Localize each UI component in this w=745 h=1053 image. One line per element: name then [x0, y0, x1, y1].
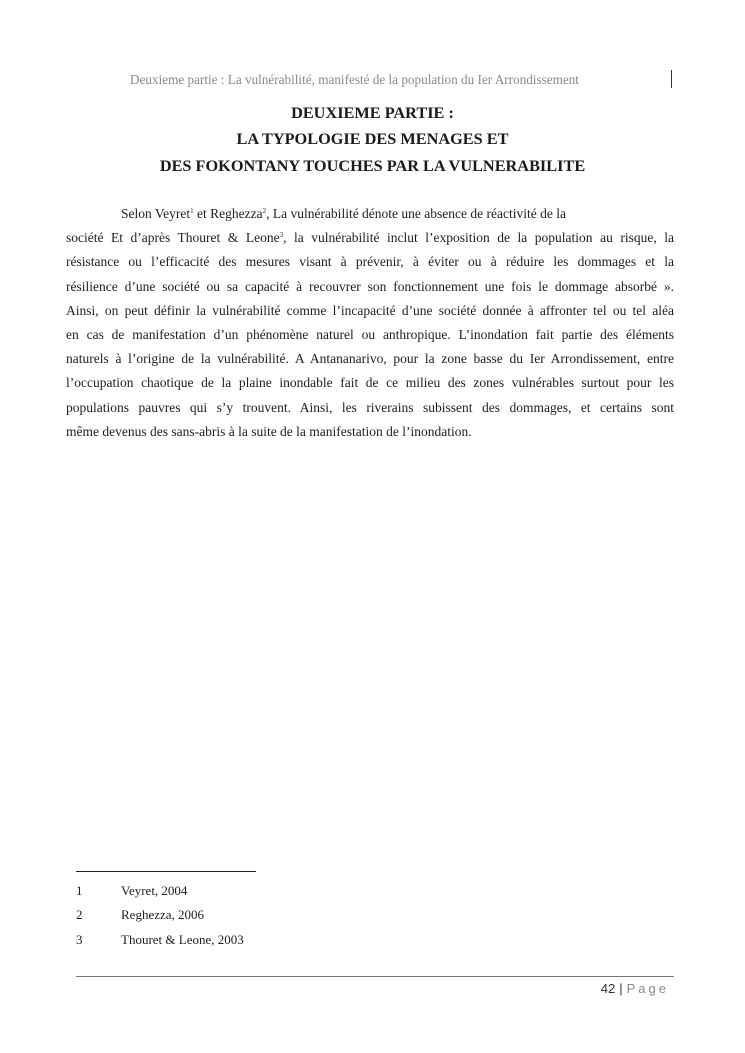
running-header: Deuxieme partie : La vulnérabilité, manifesté de la population du Ier Arrondissement	[130, 72, 579, 87]
paragraph-line: naturels à l’origine de la vulnérabilité. A Antananarivo, pour la zone basse du Ier Arrondissement, entre	[66, 351, 674, 367]
footnote-ref-1: 1	[190, 207, 194, 215]
paragraph-line: société Et d’après Thouret & Leone$^3$, la vulnérabilité inclut l’exposition de la population au risque, la	[66, 230, 674, 246]
paragraph-line: l’occupation chaotique de la plaine inondable fait de ce milieu des zones vulnérables surtout pour les	[66, 375, 674, 391]
footnote-3: 3 Thouret & Leone, 2003	[76, 932, 244, 947]
page-number: 42	[600, 981, 616, 996]
paragraph-line: populations pauvres qui s’y trouvent. Ainsi, les riverains subissent des dommages, et certains sont	[66, 399, 674, 415]
paragraph-line: Ainsi, on peut définir la vulnérabilité comme l’incapacité d’une société donnée à affronter tel ou tel aléa	[66, 302, 674, 318]
section-title-line-3: DES FOKONTANY TOUCHES PAR LA VULNERABILITE	[159, 156, 586, 175]
footnote-ref-2: 2	[262, 207, 267, 215]
section-title-line-2: LA TYPOLOGIE DES MENAGES ET	[236, 129, 509, 148]
body-paragraph	[66, 202, 674, 444]
footer-separator: |	[619, 981, 623, 996]
header-divider	[671, 70, 672, 88]
page-label: Page	[626, 981, 669, 996]
footnote-ref-3: 3	[279, 231, 284, 240]
paragraph-line: Selon Veyret$^1$ et Reghezza$^2$, La vulnérabilité dénote une absence de réactivité de la	[121, 206, 566, 221]
paragraph-line: résilience d’une société ou sa capacité à recouvrer son fonctionnement une fois le dommage absorbé ».	[66, 278, 674, 294]
section-title-line-1: DEUXIEME PARTIE :	[291, 103, 454, 122]
paragraph-line: même devenus des sans-abris à la suite de la manifestation de l’inondation.	[66, 423, 472, 439]
footnote-separator	[76, 871, 256, 872]
paragraph-line: résistance ou l’efficacité des mesures visant à prévenir, à éviter ou à réduire les dommages et la	[66, 254, 674, 270]
footer-divider	[76, 976, 674, 977]
footnote-2: 2 Reghezza, 2006	[76, 907, 205, 922]
page-footer	[601, 981, 669, 996]
footnote-1: 1 Veyret, 2004	[76, 883, 188, 898]
paragraph-line: en cas de manifestation d’un phénomène naturel ou anthropique. L’inondation fait partie des éléments	[66, 326, 674, 342]
